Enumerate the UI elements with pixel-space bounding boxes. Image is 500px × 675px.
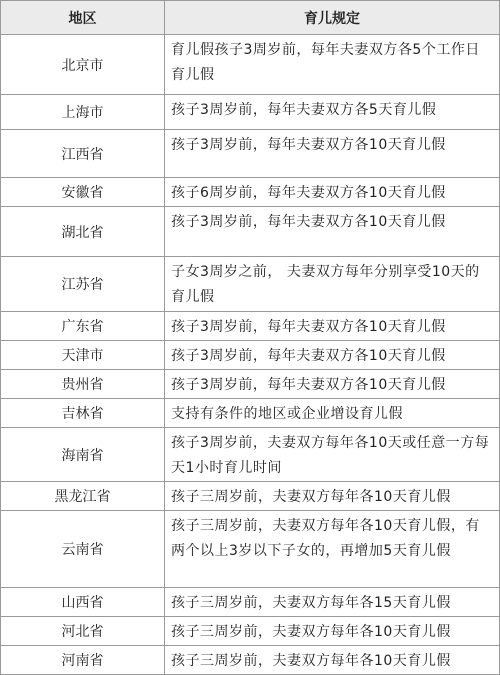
table-row	[1, 130, 500, 178]
region-cell: 海南省	[1, 428, 165, 482]
rule-cell: 孩子三周岁前，夫妻双方每年各10天育儿假	[165, 482, 500, 511]
rule-cell: 育儿假孩子3周岁前，每年夫妻双方各5个工作日育儿假	[165, 35, 500, 95]
table-row	[1, 35, 500, 95]
rule-cell: 支持有条件的地区或企业增设育儿假	[165, 399, 500, 428]
column-header-region: 地区	[1, 1, 165, 35]
rule-cell: 孩子三周岁前，夫妻双方每年各10天育儿假	[165, 617, 500, 646]
region-cell: 江西省	[1, 130, 165, 178]
table-row	[1, 370, 500, 399]
column-header-rule: 育儿规定	[165, 1, 500, 35]
region-cell: 山西省	[1, 588, 165, 617]
region-cell: 贵州省	[1, 370, 165, 399]
region-cell: 湖北省	[1, 207, 165, 257]
rule-cell: 孩子3周岁前，每年夫妻双方各10天育儿假	[165, 312, 500, 341]
rule-cell: 孩子3周岁前，每年夫妻双方各10天育儿假	[165, 207, 500, 257]
region-cell: 北京市	[1, 35, 165, 95]
table-row	[1, 617, 500, 646]
region-cell: 河南省	[1, 646, 165, 675]
rule-cell: 孩子3周岁前，夫妻双方每年各10天或任意一方每天1小时育儿时间	[165, 428, 500, 482]
rule-cell: 孩子3周岁前，每年夫妻双方各10天育儿假	[165, 341, 500, 370]
rule-cell: 子女3周岁之前， 夫妻双方每年分别享受10天的育儿假	[165, 257, 500, 312]
region-cell: 吉林省	[1, 399, 165, 428]
rule-cell: 孩子3周岁前，每年夫妻双方各10天育儿假	[165, 130, 500, 178]
region-cell: 江苏省	[1, 257, 165, 312]
rule-cell: 孩子三周岁前，夫妻双方每年各10天育儿假，有两个以上3岁以下子女的，再增加5天育儿假	[165, 511, 500, 588]
table-row	[1, 95, 500, 130]
region-cell: 云南省	[1, 511, 165, 588]
region-cell: 安徽省	[1, 178, 165, 207]
table-row	[1, 646, 500, 675]
table-row	[1, 588, 500, 617]
region-cell: 河北省	[1, 617, 165, 646]
table-row	[1, 399, 500, 428]
table-header-row	[1, 1, 500, 35]
table-row	[1, 257, 500, 312]
table-row	[1, 207, 500, 257]
table-row	[1, 511, 500, 588]
table-row	[1, 428, 500, 482]
rule-cell: 孩子6周岁前，每年夫妻双方各10天育儿假	[165, 178, 500, 207]
region-cell: 天津市	[1, 341, 165, 370]
region-cell: 上海市	[1, 95, 165, 130]
table-row	[1, 341, 500, 370]
table-row	[1, 312, 500, 341]
table-row	[1, 482, 500, 511]
region-cell: 广东省	[1, 312, 165, 341]
rule-cell: 孩子3周岁前，每年夫妻双方各10天育儿假	[165, 370, 500, 399]
region-cell: 黑龙江省	[1, 482, 165, 511]
table-row	[1, 178, 500, 207]
rule-cell: 孩子三周岁前，夫妻双方每年各10天育儿假	[165, 646, 500, 675]
rule-cell: 孩子三周岁前，夫妻双方每年各15天育儿假	[165, 588, 500, 617]
rule-cell: 孩子3周岁前，每年夫妻双方各5天育儿假	[165, 95, 500, 130]
